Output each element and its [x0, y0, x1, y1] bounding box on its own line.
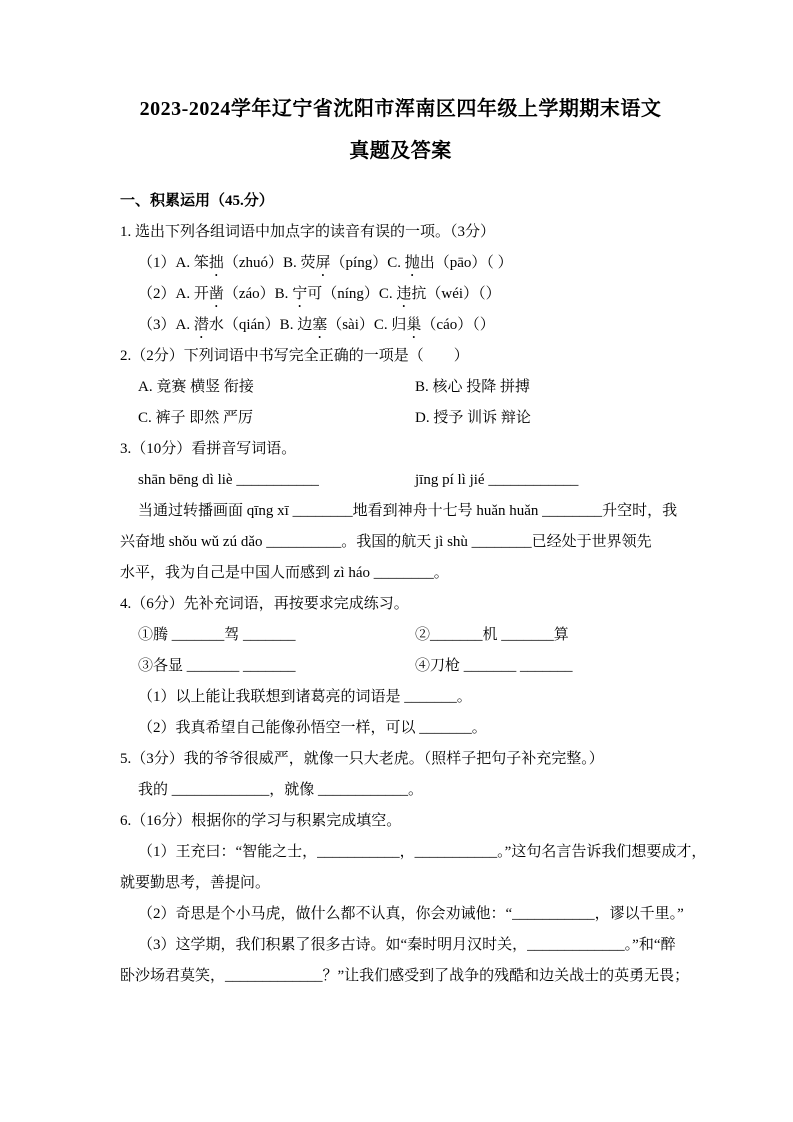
q6-item-3-line-2: 卧沙场君莫笑，_____________？”让我们感受到了战争的残酷和边关战士的英勇无畏；: [120, 968, 690, 984]
text-segment: （2）A. 开: [138, 286, 209, 302]
dotted-char: 潜: [193, 317, 209, 333]
section-heading: 一、积累运用（45.分）: [120, 193, 274, 209]
q4-word-2: ②_______机 _______算: [415, 627, 569, 643]
text-segment: 可（níng）C.: [307, 286, 397, 302]
q2-option-d: D. 授予 训诉 辩论: [415, 410, 531, 426]
text-segment: （záo）B.: [223, 286, 293, 302]
text-segment: 水（qián）B. 边: [208, 317, 313, 333]
q1-item-3: [120, 310, 681, 341]
document-title: [120, 88, 681, 172]
q6-item-2: （2）奇思是个小马虎，做什么都不认真，你会劝诫他：“___________，谬以千里。”: [138, 906, 684, 922]
text-segment: （píng）C.: [330, 255, 405, 271]
q4-words-row-1: [120, 620, 681, 651]
q4-word-4: ④刀枪 _______ _______: [415, 658, 573, 674]
text-segment: （1）A. 笨: [138, 255, 209, 271]
dotted-char: 塞: [312, 317, 328, 333]
q3-paragraph-line-1: 当通过转播画面 qīng xī ________地看到神舟十七号 huǎn huǎn ________升空时，我: [138, 503, 678, 519]
q3-pinyin-row: [120, 465, 681, 496]
q6-item-3-line-1: （3）这学期，我们积累了很多古诗。如“秦时明月汉时关，_____________。”和“醉: [138, 937, 676, 953]
text-segment: （zhuó）B. 荧: [223, 255, 316, 271]
q1-item-1: [120, 248, 681, 279]
q4-words-row-2: [120, 651, 681, 682]
q1-stem: 1. 选出下列各组词语中加点字的读音有误的一项。（3分）: [120, 224, 496, 240]
q5-stem: 5.（3分）我的爷爷很威严，就像一只大老虎。（照样子把句子补充完整。）: [120, 751, 604, 767]
q3-pinyin-blank-left: shān bēng dì liè ___________: [138, 472, 319, 488]
q1-item-2: [120, 279, 681, 310]
text-segment: 抗（wéi）（）: [411, 286, 501, 302]
q2-options-row-1: [120, 372, 681, 403]
q6-stem: 6.（16分）根据你的学习与积累完成填空。: [120, 813, 402, 829]
q4-stem: 4.（6分）先补充词语，再按要求完成练习。: [120, 596, 409, 612]
dotted-char: 屏: [315, 255, 331, 271]
q2-stem: 2.（2分）下列词语中书写完全正确的一项是（ ）: [120, 348, 469, 364]
text-segment: （sài）C. 归: [327, 317, 407, 333]
dotted-char: 宁: [292, 286, 308, 302]
title-line-2: 真题及答案: [349, 140, 452, 162]
dotted-char: 抛: [404, 255, 420, 271]
dotted-char: 拙: [208, 255, 224, 271]
q4-word-1: ①腾 _______驾 _______: [138, 627, 296, 643]
q4-sub-2: （2）我真希望自己能像孙悟空一样，可以 _______。: [138, 720, 487, 736]
q2-option-a: A. 竟赛 横竖 衔接: [138, 379, 254, 395]
q3-paragraph-line-3: 水平，我为自己是中国人而感到 zì háo ________。: [120, 565, 449, 581]
q4-sub-1: （1）以上能让我联想到诸葛亮的词语是 _______。: [138, 689, 472, 705]
q4-word-3: ③各显 _______ _______: [138, 658, 296, 674]
q6-item-1-line-2: 就要勤思考，善提问。: [120, 875, 271, 891]
q3-stem: 3.（10分）看拼音写词语。: [120, 441, 297, 457]
q3-pinyin-blank-right: jīng pí lì jié ____________: [415, 472, 579, 488]
title-line-1: 2023-2024学年辽宁省沈阳市浑南区四年级上学期期末语文: [139, 98, 662, 120]
q2-options-row-2: [120, 403, 681, 434]
text-segment: （3）A.: [138, 317, 194, 333]
dotted-char: 凿: [208, 286, 224, 302]
q6-item-1-line-1: （1）王充曰：“智能之士，___________，___________。”这句名言告诉我们想要成才，: [138, 844, 707, 860]
q5-answer-line: 我的 _____________，就像 ____________。: [138, 782, 424, 798]
q2-option-b: B. 核心 投降 拼搏: [415, 379, 531, 395]
text-segment: （cáo）（）: [421, 317, 495, 333]
text-segment: 出（pāo）（ ）: [419, 255, 513, 271]
dotted-char: 巢: [406, 317, 422, 333]
q3-paragraph-line-2: 兴奋地 shǒu wǔ zú dǎo __________。我国的航天 jì shù ________已经处于世界领先: [120, 534, 652, 550]
q2-option-c: C. 裤子 即然 严厉: [138, 410, 254, 426]
dotted-char: 违: [396, 286, 412, 302]
